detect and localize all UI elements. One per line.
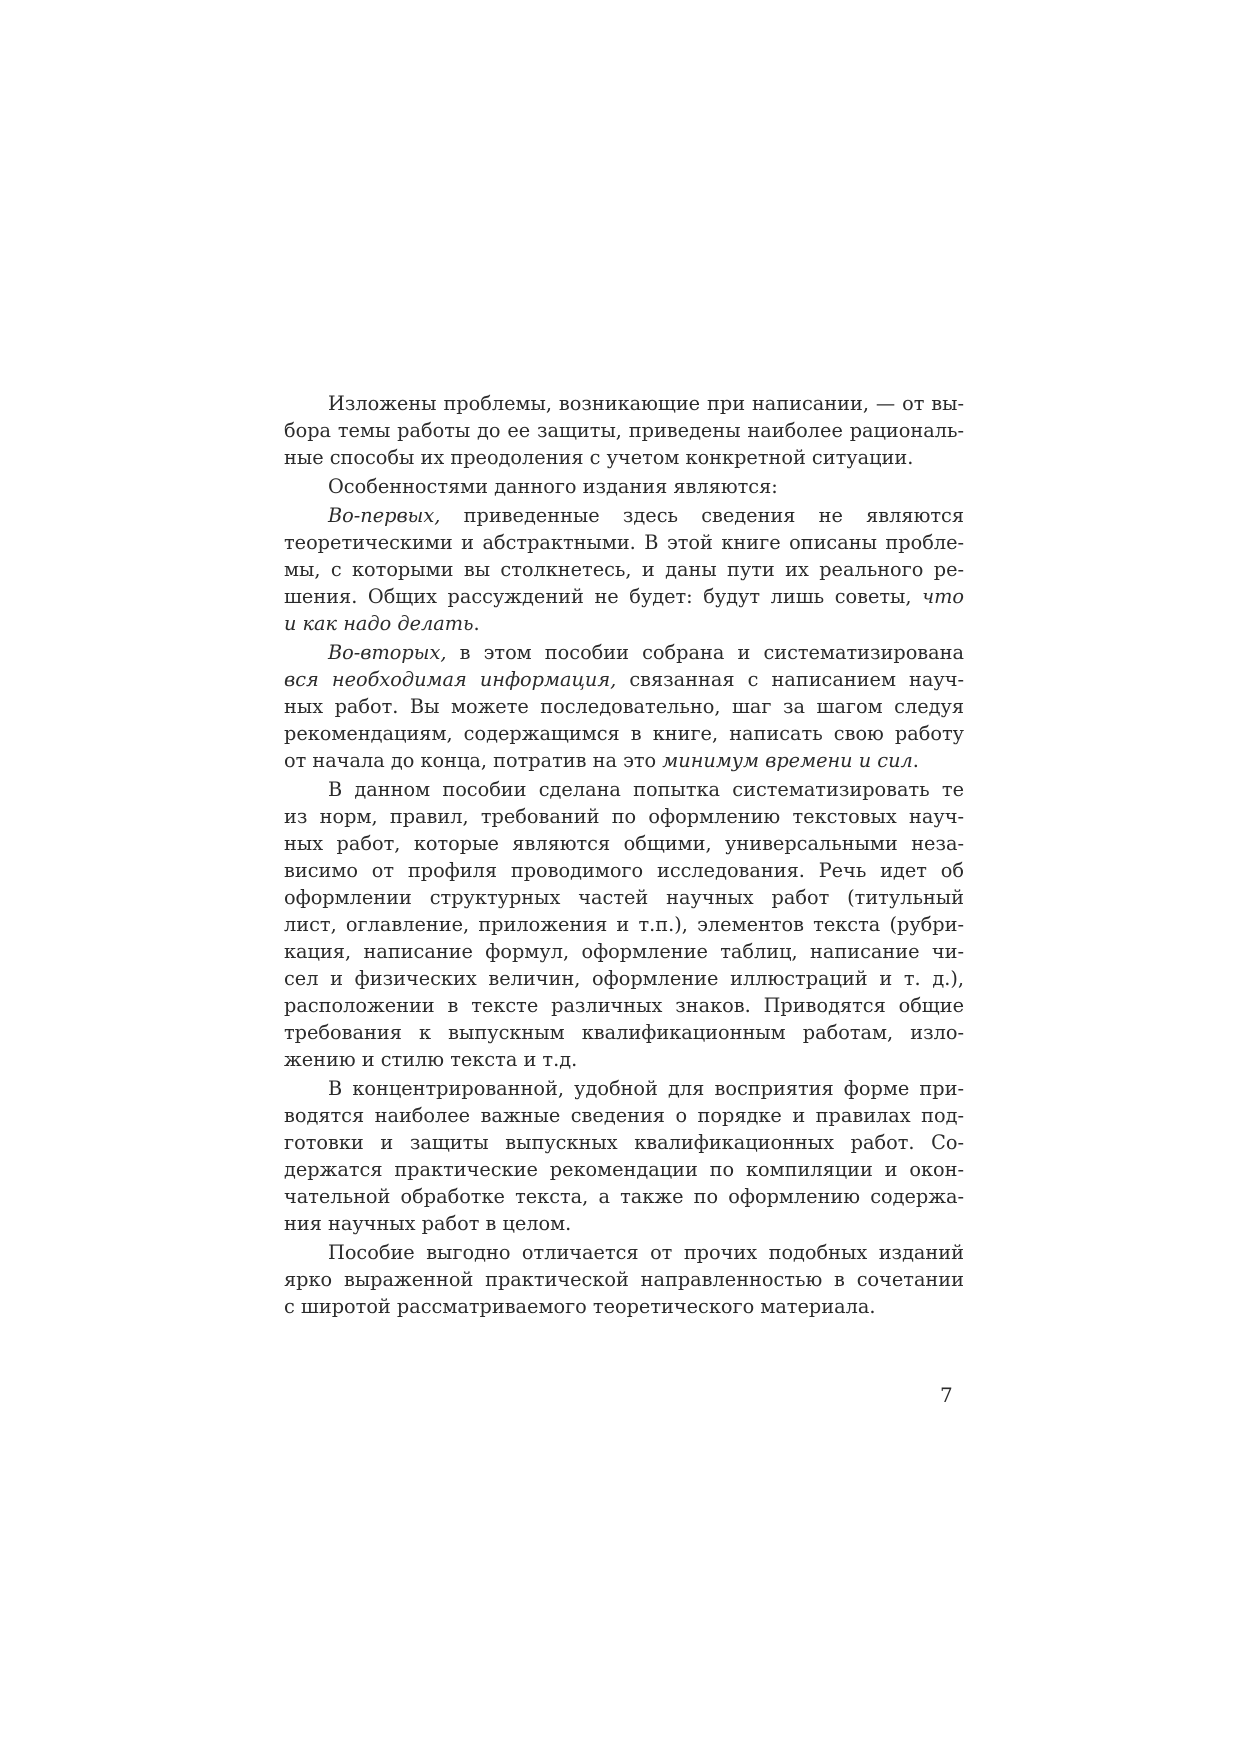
text-run: требования к выпускным квалификационным работам, изло- <box>284 1021 964 1044</box>
italic-text: вся необходимая информация, <box>284 668 617 691</box>
text-line <box>284 529 964 556</box>
text-run: кация, написание формул, оформление таблиц, написание чи- <box>284 940 964 963</box>
text-run: из норм, правил, требований по оформлению текстовых науч- <box>284 805 964 828</box>
text-run: ных работ. Вы можете последовательно, шаг за шагом следуя <box>284 695 964 718</box>
text-line <box>284 556 964 583</box>
text-line <box>284 1129 964 1156</box>
text-line <box>284 639 964 666</box>
text-line <box>284 473 964 500</box>
text-line <box>284 911 964 938</box>
text-line <box>284 444 964 471</box>
text-run: Изложены проблемы, возникающие при написании, — от вы- <box>328 392 964 415</box>
italic-text: Во-вторых, <box>328 641 447 664</box>
text-run: с широтой рассматриваемого теоретического материала. <box>284 1295 876 1318</box>
text-line <box>284 1102 964 1129</box>
text-run: расположении в тексте различных знаков. Приводятся общие <box>284 994 964 1017</box>
text-run: В концентрированной, удобной для восприятия форме при- <box>328 1077 964 1100</box>
text-line <box>284 610 964 637</box>
text-run: готовки и защиты выпускных квалификационных работ. Со- <box>284 1131 964 1154</box>
paragraph <box>284 1075 964 1237</box>
italic-text: что <box>922 585 964 608</box>
text-run: жению и стилю текста и т.д. <box>284 1048 578 1071</box>
italic-text: и как надо делать <box>284 612 474 635</box>
text-line <box>284 747 964 774</box>
body-text <box>284 390 964 1320</box>
text-run: ных работ, которые являются общими, универсальными неза- <box>284 832 964 855</box>
text-line <box>284 992 964 1019</box>
text-line <box>284 693 964 720</box>
text-run: ния научных работ в целом. <box>284 1212 572 1235</box>
text-run: держатся практические рекомендации по компиляции и окон- <box>284 1158 964 1181</box>
text-line <box>284 1266 964 1293</box>
text-run: сел и физических величин, оформление иллюстраций и т. д.), <box>284 967 964 990</box>
italic-text: минимум времени и сил <box>662 749 913 772</box>
text-line <box>284 1293 964 1320</box>
text-run: висимо от профиля проводимого исследования. Речь идет об <box>284 859 964 882</box>
text-run: от начала до конца, потратив на это <box>284 749 663 772</box>
text-line <box>284 830 964 857</box>
text-line <box>284 1156 964 1183</box>
text-line <box>284 502 964 529</box>
text-run: рекомендациям, содержащимся в книге, написать свою работу <box>284 722 964 745</box>
text-run: В данном пособии сделана попытка систематизировать те <box>328 778 964 801</box>
text-line <box>284 776 964 803</box>
text-run: водятся наиболее важные сведения о порядке и правилах под- <box>284 1104 964 1127</box>
paragraph <box>284 502 964 637</box>
text-line <box>284 965 964 992</box>
text-run: связанная с написанием науч- <box>616 668 964 691</box>
text-line <box>284 666 964 693</box>
text-run: Особенностями данного издания являются: <box>328 475 778 498</box>
text-line <box>284 884 964 911</box>
italic-text: Во-первых, <box>328 504 441 527</box>
paragraph <box>284 639 964 774</box>
text-run: шения. Общих рассуждений не будет: будут лишь советы, <box>284 585 923 608</box>
text-line <box>284 1210 964 1237</box>
text-line <box>284 583 964 610</box>
paragraph <box>284 776 964 1073</box>
text-run: мы, с которыми вы столкнетесь, и даны пути их реального ре- <box>284 558 964 581</box>
text-run: в этом пособии собрана и систематизирована <box>446 641 964 664</box>
text-line <box>284 1239 964 1266</box>
text-run: Пособие выгодно отличается от прочих подобных изданий <box>328 1241 964 1264</box>
text-run: оформлении структурных частей научных работ (титульный <box>284 886 964 909</box>
text-run: лист, оглавление, приложения и т.п.), элементов текста (рубри- <box>284 913 964 936</box>
text-line <box>284 857 964 884</box>
text-run: . <box>473 612 480 635</box>
text-line <box>284 1075 964 1102</box>
text-run: ярко выраженной практической направленностью в сочетании <box>284 1268 964 1291</box>
text-line <box>284 803 964 830</box>
text-line <box>284 417 964 444</box>
text-run: бора темы работы до ее защиты, приведены наиболее рациональ- <box>284 419 964 442</box>
text-line <box>284 1046 964 1073</box>
paragraph <box>284 473 964 500</box>
text-line <box>284 390 964 417</box>
text-line <box>284 1183 964 1210</box>
paragraph <box>284 390 964 471</box>
text-line <box>284 720 964 747</box>
text-run: чательной обработке текста, а также по оформлению содержа- <box>284 1185 964 1208</box>
paragraph <box>284 1239 964 1320</box>
text-run: ные способы их преодоления с учетом конкретной ситуации. <box>284 446 914 469</box>
text-run: приведенные здесь сведения не являются <box>440 504 964 527</box>
text-line <box>284 938 964 965</box>
text-run: теоретическими и абстрактными. В этой книге описаны пробле- <box>284 531 964 554</box>
text-line <box>284 1019 964 1046</box>
page-number: 7 <box>940 1383 953 1407</box>
text-run: . <box>912 749 919 772</box>
